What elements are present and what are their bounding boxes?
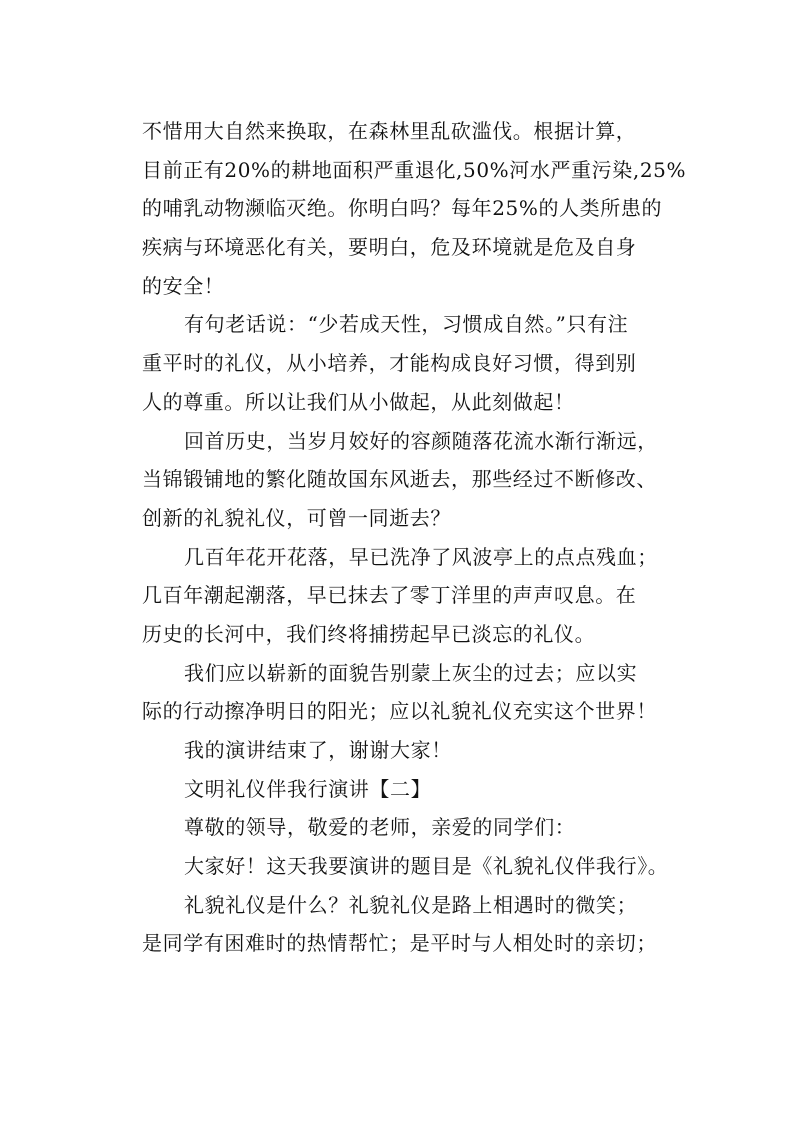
text-line: 几百年潮起潮落，早已抹去了零丁洋里的声声叹息。在 (142, 583, 637, 608)
paragraph-first-line: 有句老话说：“少若成天性，习惯成自然。”只有注 (184, 312, 629, 337)
paragraph-first-line: 我们应以崭新的面貌告别蒙上灰尘的过去；应以实 (184, 660, 638, 685)
paragraph-first-line: 尊敬的领导，敬爱的老师，亲爱的同学们： (184, 815, 576, 840)
document-body (142, 112, 687, 963)
text-line: 不惜用大自然来换取，在森林里乱砍滥伐。根据计算， (142, 119, 637, 143)
text-line: 是同学有困难时的热情帮忙；是平时与人相处时的亲切； (142, 931, 657, 956)
text-line: 当锦锻铺地的繁化随故国东风逝去，那些经过不断修改、 (142, 467, 657, 492)
text-line: 人的尊重。所以让我们从小做起，从此刻做起！ (142, 389, 575, 414)
paragraph-first-line: 文明礼仪伴我行演讲【二】 (184, 776, 432, 801)
text-line: 目前正有20%的耕地面积严重退化,50%河水严重污染,25% (142, 157, 687, 182)
text-line: 的安全！ (142, 273, 225, 298)
paragraph-first-line: 礼貌礼仪是什么？礼貌礼仪是路上相遇时的微笑； (184, 892, 638, 917)
text-line: 疾病与环境恶化有关，要明白，危及环境就是危及自身 (142, 235, 637, 260)
text-line: 重平时的礼仪，从小培养，才能构成良好习惯，得到别 (142, 351, 637, 376)
paragraph-first-line: 我的演讲结束了，谢谢大家！ (184, 738, 452, 762)
text-line: 际的行动擦净明日的阳光；应以礼貌礼仪充实这个世界！ (142, 699, 657, 724)
text-line: 历史的长河中，我们终将捕捞起早已淡忘的礼仪。 (142, 621, 596, 646)
paragraph-first-line: 大家好！这天我要演讲的题目是《礼貌礼仪伴我行》。 (184, 854, 669, 879)
text-line: 的哺乳动物濒临灭绝。你明白吗？每年25%的人类所患的 (142, 196, 663, 221)
paragraph-first-line: 几百年花开花落，早已洗净了风波亭上的点点残血； (184, 544, 658, 569)
text-line: 创新的礼貌礼仪，可曾一同逝去？ (142, 505, 451, 530)
paragraph-first-line: 回首历史，当岁月姣好的容颜随落花流水渐行渐远， (184, 428, 658, 453)
